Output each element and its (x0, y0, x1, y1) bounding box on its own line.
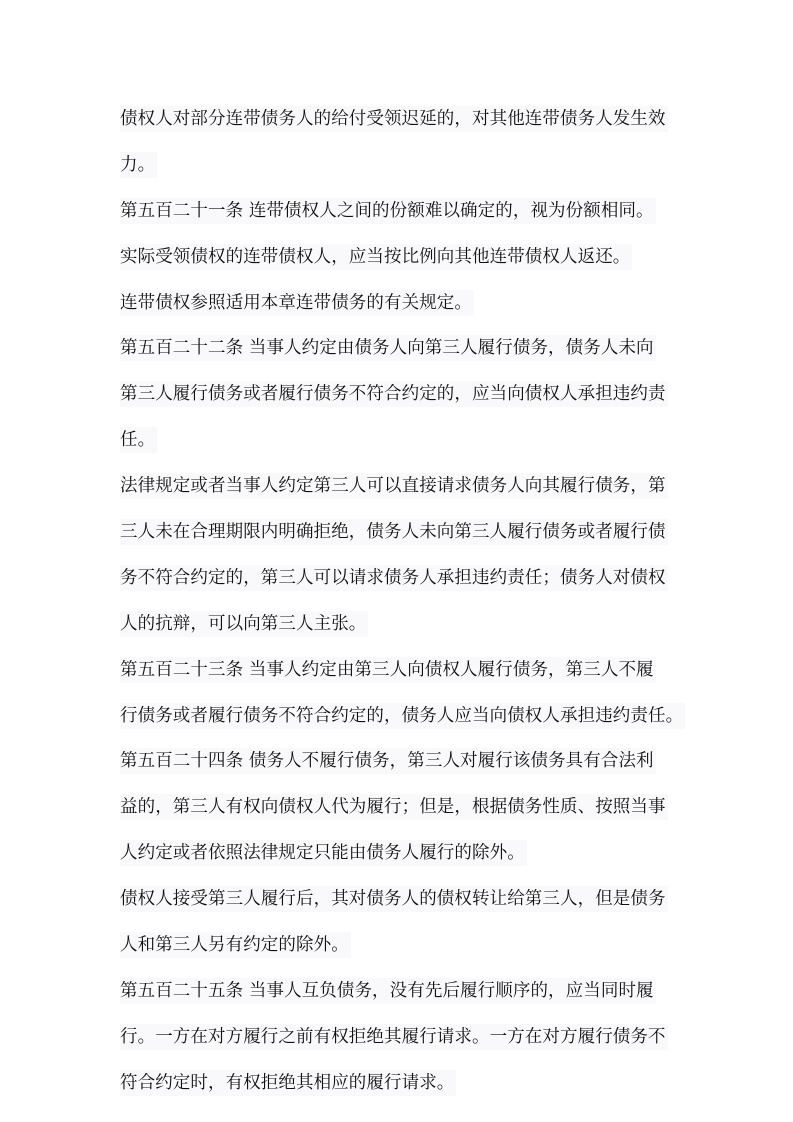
document-body (120, 97, 690, 1107)
article-525-heading-line: 第五百二十五条 当事人互负债务，没有先后履行顺序的，应当同时履 (120, 969, 690, 1015)
text-line: 债权人对部分连带债务人的给付受领迟延的，对其他连带债务人发生效 (120, 97, 690, 143)
text-line: 任。 (120, 418, 690, 464)
article-523-heading-line: 第五百二十三条 当事人约定由第三人向债权人履行债务，第三人不履 (120, 648, 690, 694)
article-521-heading-line: 第五百二十一条 连带债权人之间的份额难以确定的，视为份额相同。 (120, 189, 690, 235)
text-line: 实际受领债权的连带债权人，应当按比例向其他连带债权人返还。 (120, 235, 690, 281)
text-line: 法律规定或者当事人约定第三人可以直接请求债务人向其履行债务，第 (120, 464, 690, 510)
text-line: 务不符合约定的，第三人可以请求债务人承担违约责任；债务人对债权 (120, 556, 690, 602)
text-line: 行债务或者履行债务不符合约定的，债务人应当向债权人承担违约责任。 (120, 694, 690, 740)
text-line: 连带债权参照适用本章连带债务的有关规定。 (120, 281, 690, 327)
article-524-heading-line: 第五百二十四条 债务人不履行债务，第三人对履行该债务具有合法利 (120, 739, 690, 785)
text-line: 债权人接受第三人履行后，其对债务人的债权转让给第三人，但是债务 (120, 877, 690, 923)
text-line: 第三人履行债务或者履行债务不符合约定的，应当向债权人承担违约责 (120, 372, 690, 418)
text-line: 益的，第三人有权向债权人代为履行；但是，根据债务性质、按照当事 (120, 785, 690, 831)
text-line: 符合约定时，有权拒绝其相应的履行请求。 (120, 1061, 690, 1107)
text-line: 力。 (120, 143, 690, 189)
article-522-heading-line: 第五百二十二条 当事人约定由债务人向第三人履行债务，债务人未向 (120, 326, 690, 372)
text-line: 人约定或者依照法律规定只能由债务人履行的除外。 (120, 831, 690, 877)
text-line: 人的抗辩，可以向第三人主张。 (120, 602, 690, 648)
text-line: 人和第三人另有约定的除外。 (120, 923, 690, 969)
text-line: 三人未在合理期限内明确拒绝，债务人未向第三人履行债务或者履行债 (120, 510, 690, 556)
text-line: 行。一方在对方履行之前有权拒绝其履行请求。一方在对方履行债务不 (120, 1015, 690, 1061)
